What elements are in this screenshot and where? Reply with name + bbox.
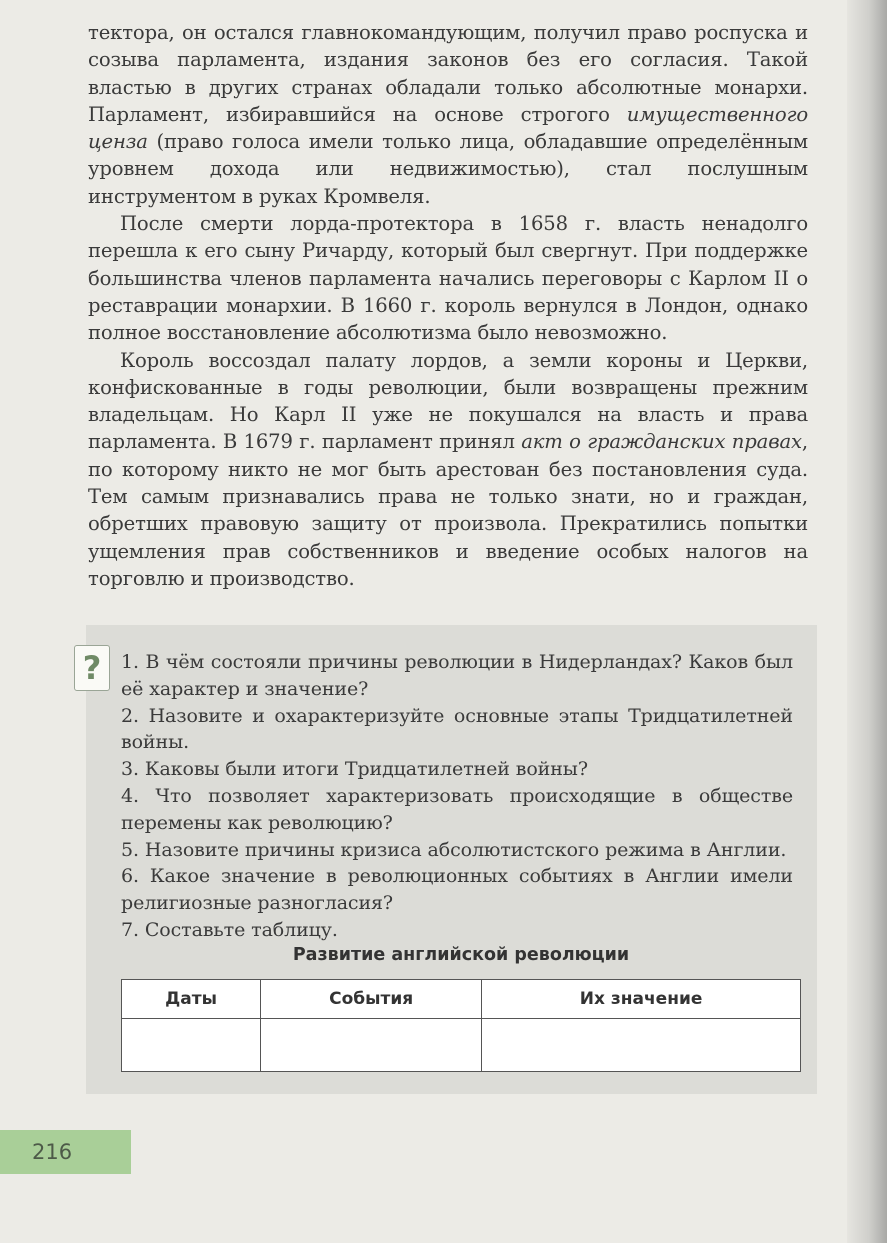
italic-term-civil-rights-act: акт о гражданских правах (521, 430, 802, 454)
question-item-2: 2. Назовите и охарактеризуйте основные этапы Тридцатилетней войны. (121, 704, 793, 754)
table-title: Развитие английской революции (292, 945, 630, 965)
table-header-significance: Их значение (482, 980, 801, 1019)
question-item-3: 3. Каковы были итоги Тридцатилетней войны? (121, 758, 588, 781)
table-header-events: События (261, 980, 482, 1019)
question-list (121, 649, 793, 944)
question-item-5: 5. Назовите причины кризиса абсолютистского режима в Англии. (121, 838, 787, 861)
question-item-6: 6. Какое значение в революционных событиях в Англии имели религиозные разногласия? (121, 865, 793, 915)
table-cell-empty (122, 1019, 261, 1072)
paragraph-3: Король воссоздал палату лордов, а земли короны и Церкви, конфискованные в годы революции, были возвращены прежним владельцам. Но Карл II уже не покушался на власть и права парламента. В 1679 г. парламент принял акт о гражданских правах, по которому никто не мог быть арестован без постановления суда. Тем самым признавались права не только знати, но и граждан, обретших правовую защиту от произвола. Прекратились попытки ущемления прав собственников и введение особых налогов на торговлю и производство. (88, 348, 808, 590)
italic-term-property-qualification: имущественного ценза (88, 102, 808, 154)
question-mark-icon: ? (74, 645, 110, 691)
main-text (88, 19, 808, 592)
question-item-1: 1. В чём состояли причины революции в Нидерландах? Каков был её характер и значение? (121, 651, 793, 700)
table-cell-empty (261, 1019, 482, 1072)
paragraph-2: После смерти лорда-протектора в 1658 г. власть ненадолго перешла к его сыну Ричарду, который был свергнут. При поддержке большинства членов парламента начались переговоры с Карлом II о реставрации монархии. В 1660 г. король вернулся в Лондон, однако полное восстановление абсолютизма было невозможно. (88, 212, 808, 345)
question-item-4: 4. Что позволяет характеризовать происходящие в обществе перемены как революцию? (121, 784, 793, 834)
table-header-dates: Даты (122, 980, 261, 1019)
table-cell-empty (482, 1019, 801, 1072)
question-item-7: 7. Составьте таблицу. (121, 918, 338, 941)
revolution-table (121, 979, 801, 1072)
page-edge-shadow (847, 0, 887, 1243)
paragraph-1: тектора, он остался главнокомандующим, получил право роспуска и созыва парламента, издания законов без его согласия. Такой властью в других странах обладали только абсолютные монархи. Парламент, избиравшийся на основе строгого имущественного ценза (право голоса имели только лица, обладавшие определённым уровнем дохода или недвижимостью), стал послушным инструментом в руках Кромвеля. (88, 21, 808, 208)
table-header-row (122, 980, 801, 1019)
table-row (122, 1019, 801, 1072)
page-number: 216 (0, 1130, 131, 1174)
